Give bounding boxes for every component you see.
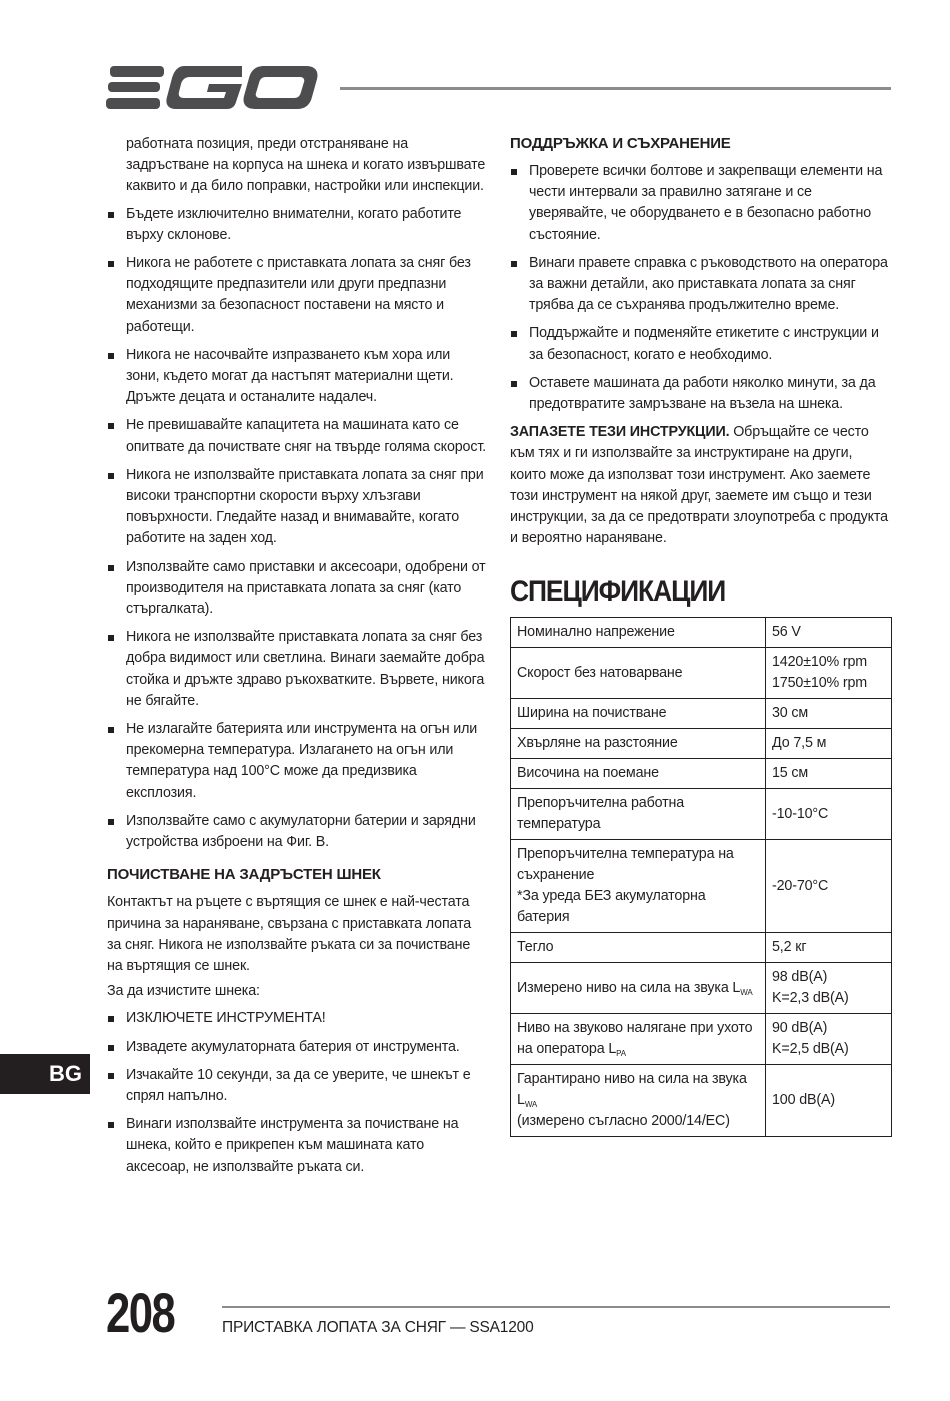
spec-label: Хвърляне на разстояние xyxy=(511,729,766,759)
table-row xyxy=(511,1014,892,1065)
bullet-square-icon xyxy=(108,1045,114,1051)
spec-label: Препоръчителна работна температура xyxy=(511,789,766,840)
table-row xyxy=(511,933,892,963)
bullet-square-icon xyxy=(108,1016,114,1022)
footer-title: ПРИСТАВКА ЛОПАТА ЗА СНЯГ — SSA1200 xyxy=(222,1319,534,1336)
bullet-square-icon xyxy=(108,473,114,479)
list-item: Никога не работете с приставката лопата за сняг без подходящите предпазители или други предпазни механизми за безопасност поставени на място и работещи. xyxy=(107,253,487,338)
list-item: ИЗКЛЮЧЕТЕ ИНСТРУМЕНТА! xyxy=(107,1008,487,1029)
bullet-square-icon xyxy=(108,635,114,641)
spec-label: Скорост без натоварване xyxy=(511,648,766,699)
table-row xyxy=(511,789,892,840)
bullet-square-icon xyxy=(108,1122,114,1128)
spec-value: -10-10°C xyxy=(766,789,892,840)
list-item: Оставете машината да работи няколко минути, за да предотвратите замръзване на възела на шнека. xyxy=(510,373,892,415)
section-paragraph: Контактът на ръцете с въртящия се шнек е най-честата причина за нараняване, свързана с приставката лопата за сняг. Никога не използвайте ръката си за почистване на въртящия се шнек. xyxy=(107,894,472,974)
bullet-square-icon xyxy=(511,169,517,175)
spec-value: 98 dB(A) K=2,3 dB(A) xyxy=(766,963,892,1014)
language-tab-label: BG xyxy=(49,1061,82,1086)
spec-label: Ниво на звуково налягане при ухото на оператора $L_{PA}$ xyxy=(511,1014,766,1065)
list-item: Никога не насочвайте изпразването към хора или зони, където могат да настъпят материални щети. Дръжте децата и останалите надалеч. xyxy=(107,345,487,409)
list-item: Използвайте само приставки и аксесоари, одобрени от производителя на приставката лопата за сняг (като стъргалката). xyxy=(107,557,487,621)
right-column xyxy=(510,134,892,1137)
bullet-square-icon xyxy=(108,1073,114,1079)
list-item: Поддържайте и подменяйте етикетите с инструкции и за безопасност, когато е необходимо. xyxy=(510,323,892,365)
list-item: Не превишавайте капацитета на машината като се опитвате да почиствате сняг на твърде голяма скорост. xyxy=(107,415,487,457)
table-row xyxy=(511,618,892,648)
continued-paragraph: работната позиция, преди отстраняване на задръстване на корпуса на шнека и когато извършвате каквито и да било поправки, настройки или инспекции. xyxy=(126,136,486,195)
list-item: Винаги използвайте инструмента за почистване на шнека, който е прикрепен към машината като аксесоар, не използвайте ръката си. xyxy=(107,1114,487,1178)
list-item: Никога не използвайте приставката лопата за сняг при високи транспортни скорости върху хлъзгави повърхности. Гледайте назад и внимавайте, когато работите на заден ход. xyxy=(107,465,487,550)
bullet-square-icon xyxy=(108,261,114,267)
spec-value: 15 см xyxy=(766,759,892,789)
table-row xyxy=(511,699,892,729)
maintenance-bullet-list xyxy=(510,161,892,415)
table-row xyxy=(511,963,892,1014)
footer-rule xyxy=(222,1306,890,1308)
spec-value: 100 dB(A) xyxy=(766,1065,892,1137)
table-row xyxy=(511,759,892,789)
spec-value: 30 см xyxy=(766,699,892,729)
spec-label: Гарантирано ниво на сила на звука $L_{WA}$ (измерено съгласно 2000/14/EC) xyxy=(511,1065,766,1137)
ego-logo xyxy=(106,62,320,114)
specifications-table xyxy=(510,617,892,1137)
spec-label: Препоръчителна температура на съхранение *За уреда БЕЗ акумулаторна батерия xyxy=(511,840,766,933)
left-column xyxy=(107,134,487,1185)
list-item: Не излагайте батерията или инструмента на огън или прекомерна температура. Излагането на огън или температура над 100°C може да предизвика експлозия. xyxy=(107,719,487,804)
safety-bullet-list xyxy=(107,204,487,854)
header-rule xyxy=(340,87,891,90)
bullet-square-icon xyxy=(108,212,114,218)
bullet-square-icon xyxy=(511,331,517,337)
spec-value: 5,2 кг xyxy=(766,933,892,963)
list-item: Проверете всички болтове и закрепващи елементи на чести интервали за правилно затягане и се уверявайте, че оборудването е в безопасно работно състояние. xyxy=(510,161,892,246)
spec-label: Височина на поемане xyxy=(511,759,766,789)
list-item: Винаги правете справка с ръководството на оператора за важни детайли, ако приставката лопата за сняг трябва да се съхранява продължително време. xyxy=(510,253,892,317)
save-instructions-paragraph xyxy=(510,422,892,549)
bullet-square-icon xyxy=(511,381,517,387)
list-item: Извадете акумулаторната батерия от инструмента. xyxy=(107,1037,487,1058)
steps-list xyxy=(107,1008,487,1177)
table-row xyxy=(511,729,892,759)
language-tab xyxy=(0,1054,90,1094)
bullet-square-icon xyxy=(108,565,114,571)
steps-intro: За да изчистите шнека: xyxy=(107,983,260,1000)
spec-value: 1420±10% rpm 1750±10% rpm xyxy=(766,648,892,699)
section-title-maintenance: ПОДДРЪЖКА И СЪХРАНЕНИЕ xyxy=(510,135,731,152)
section-title-clear-auger: ПОЧИСТВАНЕ НА ЗАДРЪСТЕН ШНЕК xyxy=(107,866,381,884)
bullet-square-icon xyxy=(108,727,114,733)
list-item: Бъдете изключително внимателни, когато работите върху склонове. xyxy=(107,204,487,246)
spec-label: Номинално напрежение xyxy=(511,618,766,648)
spec-value: -20-70°C xyxy=(766,840,892,933)
spec-value: 56 V xyxy=(766,618,892,648)
spec-label: Ширина на почистване xyxy=(511,699,766,729)
table-row xyxy=(511,840,892,933)
spec-label: Тегло xyxy=(511,933,766,963)
bullet-square-icon xyxy=(108,423,114,429)
spec-value: 90 dB(A) K=2,5 dB(A) xyxy=(766,1014,892,1065)
save-instructions-text: Обръщайте се често към тях и ги използвайте за инструктиране на други, които може да използват този инструмент. Ако заемете този инструмент на някой друг, заемете им също и тези инструкции, за да се предотврати злоупотреба с продукта и вероятно нараняване. xyxy=(510,424,888,547)
page-number: 208 xyxy=(106,1281,175,1344)
bullet-square-icon xyxy=(511,261,517,267)
bullet-square-icon xyxy=(108,353,114,359)
specifications-title: СПЕЦИФИКАЦИИ xyxy=(510,575,726,609)
table-row xyxy=(511,648,892,699)
list-item: Никога не използвайте приставката лопата за сняг без добра видимост или светлина. Винаги заемайте добра стойка и дръжте здраво ръкохватките. Вървете, никога не бягайте. xyxy=(107,627,487,712)
list-item: Използвайте само с акумулаторни батерии и зарядни устройства изброени на Фиг. В. xyxy=(107,811,487,853)
bullet-square-icon xyxy=(108,819,114,825)
spec-value: До 7,5 м xyxy=(766,729,892,759)
spec-label: Измерено ниво на сила на звука $L_{WA}$ xyxy=(511,963,766,1014)
table-row xyxy=(511,1065,892,1137)
save-instructions-lead: ЗАПАЗЕТЕ ТЕЗИ ИНСТРУКЦИИ. xyxy=(510,424,730,441)
list-item: Изчакайте 10 секунди, за да се уверите, че шнекът е спрял напълно. xyxy=(107,1065,487,1107)
